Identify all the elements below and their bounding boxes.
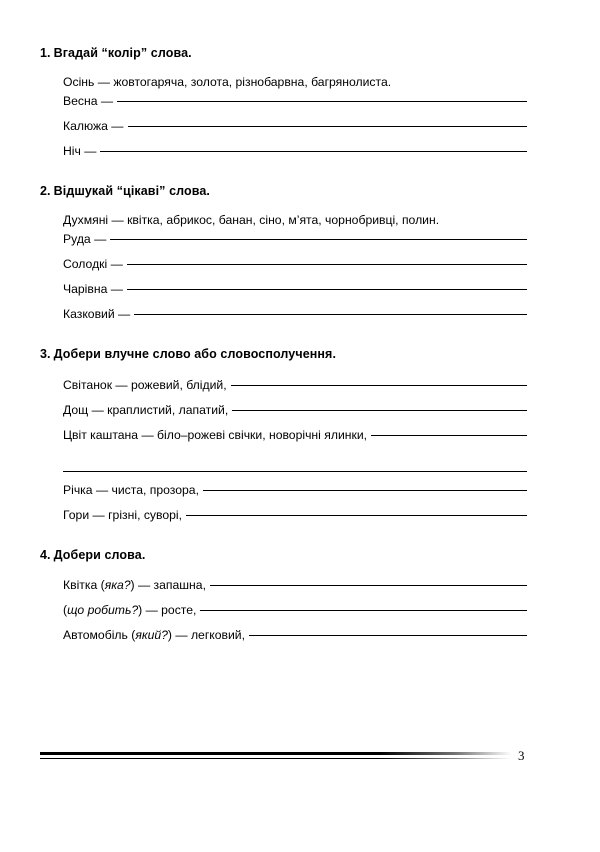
exercise-1-prompt-3 bbox=[63, 143, 527, 168]
exercise-3 bbox=[40, 347, 527, 532]
exercise-3-prompt-4 bbox=[63, 482, 527, 507]
exercise-2-prompt-3 bbox=[63, 281, 527, 306]
question-word: який? bbox=[135, 628, 168, 643]
exercise-2-number: 2. bbox=[40, 184, 51, 199]
exercise-2-body bbox=[40, 212, 527, 331]
exercise-4-title: Добери слова. bbox=[53, 547, 146, 562]
exercise-4-prompt-1 bbox=[63, 577, 527, 602]
prompt-label bbox=[63, 602, 196, 618]
exercise-3-number: 3. bbox=[40, 347, 51, 362]
answer-blank[interactable] bbox=[203, 490, 527, 491]
exercise-2-title: Відшукай “цікаві” слова. bbox=[53, 184, 210, 199]
answer-blank[interactable] bbox=[117, 101, 527, 102]
exercise-3-title: Добери влучне слово або словосполучення. bbox=[53, 347, 337, 362]
exercise-4 bbox=[40, 548, 527, 653]
exercise-4-body bbox=[40, 575, 527, 652]
exercise-2-prompt-2 bbox=[63, 256, 527, 281]
prompt-label: Руда — bbox=[63, 232, 107, 247]
answer-blank[interactable] bbox=[232, 410, 527, 411]
answer-blank[interactable] bbox=[210, 585, 527, 586]
prompt-label bbox=[63, 627, 245, 643]
prompt-label: Цвіт каштана — біло–рожеві свічки, новорічні ялинки, bbox=[63, 427, 368, 442]
exercise-2-example: Духмяні — квітка, абрикос, банан, сіно, м’ята, чорнобривці, полин. bbox=[63, 212, 440, 227]
exercise-1-prompt-2 bbox=[63, 118, 527, 143]
prompt-label: Світанок — рожевий, блідий, bbox=[63, 377, 227, 392]
exercise-3-prompt-3 bbox=[63, 427, 527, 452]
exercise-1-body bbox=[40, 74, 527, 168]
exercise-1-example: Осінь — жовтогаряча, золота, різнобарвна, багрянолиста. bbox=[63, 74, 392, 89]
answer-blank[interactable] bbox=[231, 385, 527, 386]
answer-blank[interactable] bbox=[134, 314, 527, 315]
section-gap bbox=[40, 532, 527, 548]
exercise-3-body bbox=[40, 375, 527, 532]
exercise-1-prompt-1 bbox=[63, 93, 527, 118]
footer-rule-thick bbox=[40, 752, 512, 755]
answer-blank[interactable] bbox=[200, 610, 527, 611]
prompt-text-pre: Квітка ( bbox=[63, 578, 105, 593]
exercise-4-prompt-2 bbox=[63, 602, 527, 627]
prompt-text-post: ) — легковий, bbox=[167, 628, 245, 643]
exercise-2-prompt-1 bbox=[63, 231, 527, 256]
worksheet-content bbox=[40, 46, 527, 652]
section-gap bbox=[40, 331, 527, 347]
exercise-4-heading bbox=[40, 548, 527, 564]
page-number: 3 bbox=[518, 748, 525, 763]
prompt-label: Казковий — bbox=[63, 307, 131, 322]
question-word: яка? bbox=[104, 578, 131, 593]
answer-blank[interactable] bbox=[371, 435, 527, 436]
prompt-text-pre: Автомобіль ( bbox=[63, 628, 136, 643]
answer-blank[interactable] bbox=[186, 515, 527, 516]
prompt-label: Дощ — краплистий, лапатий, bbox=[63, 402, 229, 417]
exercise-3-heading bbox=[40, 347, 527, 363]
question-word: що робить? bbox=[67, 603, 139, 618]
prompt-label: Ніч — bbox=[63, 144, 97, 159]
exercise-3-prompt-2 bbox=[63, 402, 527, 427]
exercise-1-title: Вгадай “колір” слова. bbox=[53, 46, 192, 60]
prompt-text-post: ) — росте, bbox=[138, 603, 197, 618]
prompt-label bbox=[63, 577, 206, 593]
exercise-2 bbox=[40, 184, 527, 331]
continuation-spacer bbox=[63, 472, 527, 482]
answer-blank[interactable] bbox=[100, 151, 527, 152]
answer-blank[interactable] bbox=[249, 635, 527, 636]
exercise-1-heading bbox=[40, 46, 527, 62]
prompt-text-post: ) — запашна, bbox=[130, 578, 206, 593]
exercise-3-prompt-1 bbox=[63, 377, 527, 402]
exercise-1 bbox=[40, 46, 527, 168]
exercise-4-number: 4. bbox=[40, 547, 51, 562]
exercise-1-number: 1. bbox=[40, 46, 51, 60]
exercise-2-heading bbox=[40, 184, 527, 200]
answer-blank[interactable] bbox=[128, 126, 528, 127]
prompt-label: Річка — чиста, прозора, bbox=[63, 482, 199, 497]
exercise-3-prompt-5 bbox=[63, 507, 527, 532]
answer-blank[interactable] bbox=[127, 289, 527, 290]
prompt-label: Гори — грізні, суворі, bbox=[63, 507, 183, 522]
answer-blank[interactable] bbox=[127, 264, 527, 265]
footer-rule-thin bbox=[40, 758, 512, 759]
prompt-label: Калюжа — bbox=[63, 119, 124, 134]
answer-blank[interactable] bbox=[110, 239, 527, 240]
prompt-label: Весна — bbox=[63, 94, 114, 109]
prompt-text-pre: ( bbox=[63, 603, 68, 618]
exercise-2-prompt-4 bbox=[63, 306, 527, 331]
section-gap bbox=[40, 168, 527, 184]
exercise-4-prompt-3 bbox=[63, 627, 527, 652]
page-footer bbox=[0, 748, 600, 778]
prompt-label: Чарівна — bbox=[63, 282, 123, 297]
prompt-label: Солодкі — bbox=[63, 257, 123, 272]
